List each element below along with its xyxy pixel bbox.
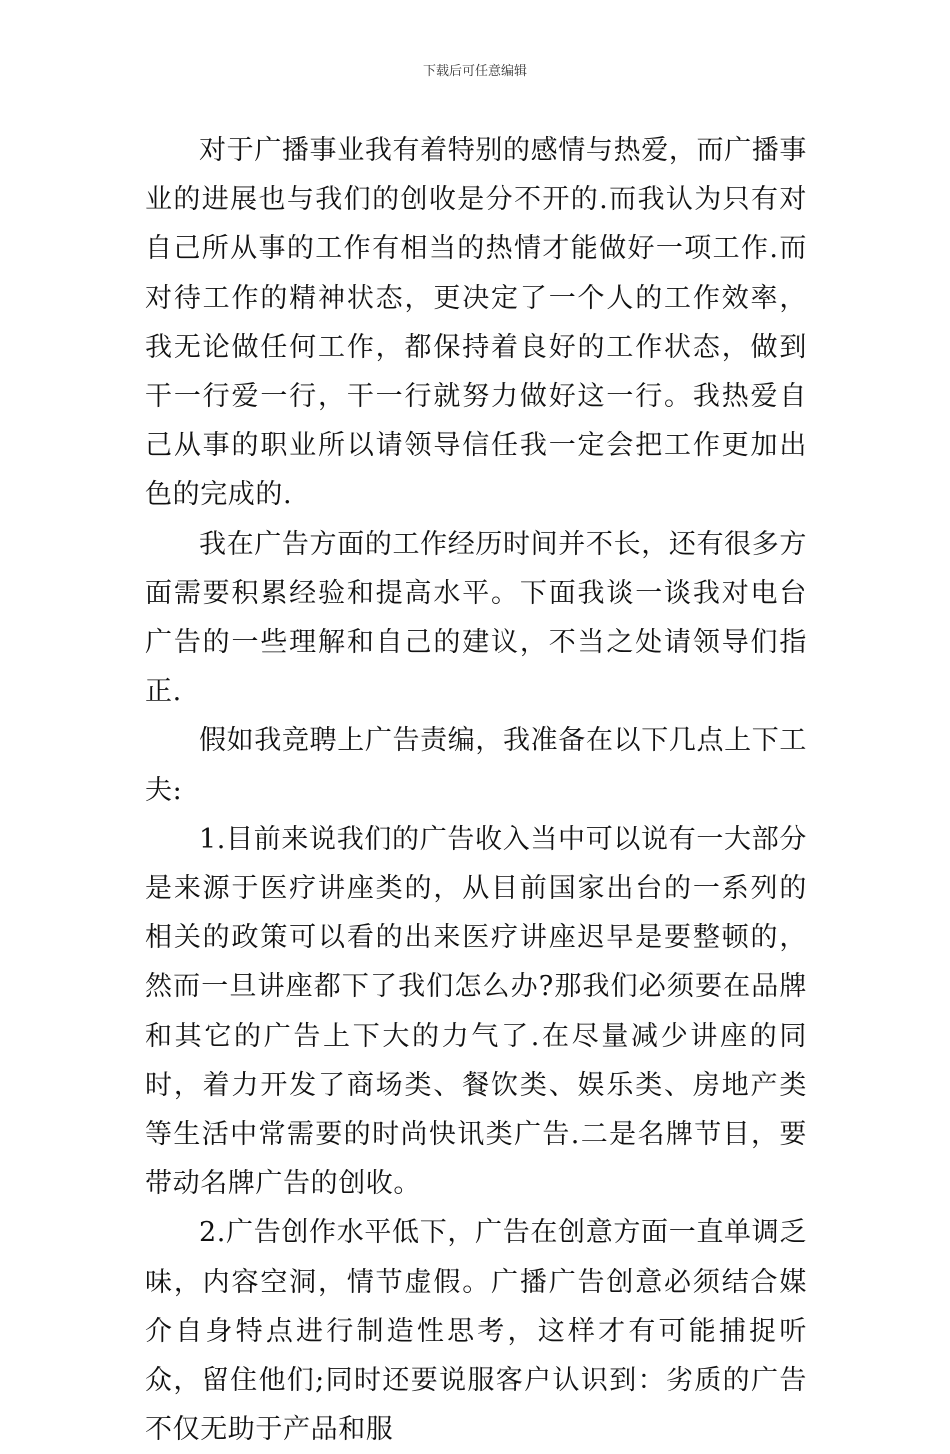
- paragraph-1: 对于广播事业我有着特别的感情与热爱，而广播事业的进展也与我们的创收是分不开的.而我认为只有对自己所从事的工作有相当的热情才能做好一项工作.而对待工作的精神状态，更决定了一个人的工作效率，我无论做任何工作，都保持着良好的工作状态，做到干一行爱一行，干一行就努力做好这一行。我热爱自己从事的职业所以请领导信任我一定会把工作更加出色的完成的.: [145, 135, 807, 511]
- paragraph-4: 1.目前来说我们的广告收入当中可以说有一大部分是来源于医疗讲座类的，从目前国家出台的一系列的相关的政策可以看的出来医疗讲座迟早是要整顿的，然而一旦讲座都下了我们怎么办?那我们必须要在品牌和其它的广告上下大的力气了.在尽量减少讲座的同时，着力开发了商场类、餐饮类、娱乐类、房地产类等生活中常需要的时尚快讯类广告.二是名牌节目，要带动名牌广告的创收。: [145, 823, 807, 1200]
- paragraph-3: 假如我竞聘上广告责编，我准备在以下几点上下工夫:: [145, 725, 807, 806]
- paragraph-2: 我在广告方面的工作经历时间并不长，还有很多方面需要积累经验和提高水平。下面我谈一谈我对电台广告的一些理解和自己的建议，不当之处请领导们指正.: [145, 528, 807, 708]
- document-body: [145, 126, 807, 1454]
- paragraph-5: 2.广告创作水平低下，广告在创意方面一直单调乏味，内容空洞，情节虚假。广播广告创意必须结合媒介自身特点进行制造性思考，这样才有可能捕捉听众，留住他们;同时还要说服客户认识到：劣质的广告不仅无助于产品和服: [145, 1217, 807, 1446]
- page-header: 下载后可任意编辑: [422, 64, 527, 79]
